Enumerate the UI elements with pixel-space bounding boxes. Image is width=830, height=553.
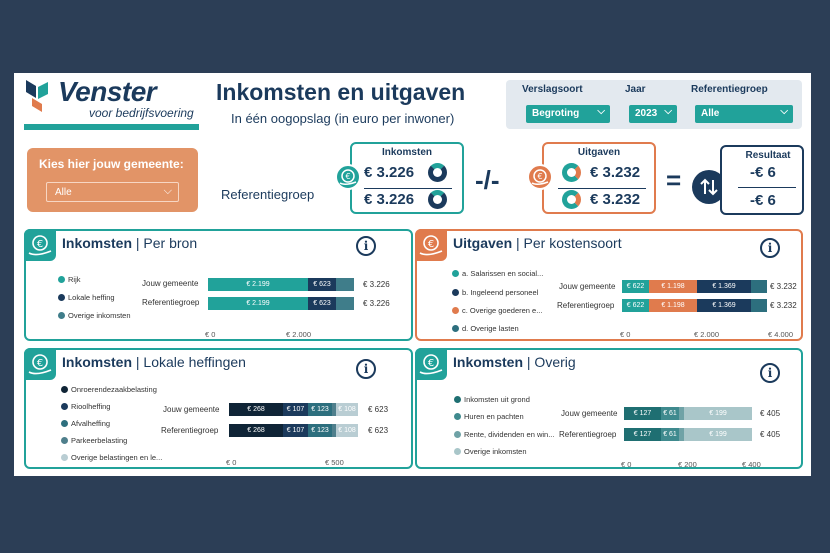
equals-operator: = <box>666 165 682 195</box>
inkomsten-own-ring <box>428 163 447 182</box>
page-title: Inkomsten en uitgaven <box>216 79 466 105</box>
svg-text:€: € <box>345 172 351 181</box>
row-total: € 623 <box>368 405 389 414</box>
row-total: € 405 <box>760 409 781 418</box>
bar-segment: € 108 <box>336 424 358 437</box>
bar-segment: € 268 <box>229 403 283 416</box>
referentiegroep-value: Alle <box>701 108 720 119</box>
bar-segment <box>336 297 354 310</box>
chevron-down-icon: ⌵ <box>780 106 788 117</box>
euro-hand-icon <box>335 164 361 190</box>
bar-segment <box>751 280 767 293</box>
panel-title: Uitgaven | Per kostensoort <box>453 235 622 251</box>
row-total: € 3.232 <box>770 301 797 310</box>
bar-row <box>229 403 358 416</box>
legend-item: Overige inkomsten <box>58 311 131 320</box>
row-label: Jouw gemeente <box>559 282 616 291</box>
bar-segment: € 268 <box>229 424 283 437</box>
panel-title: Inkomsten | Overig <box>453 354 576 370</box>
bar-segment: € 622 <box>622 280 649 293</box>
row-total: € 623 <box>368 426 389 435</box>
bar-segment: € 1.198 <box>649 299 697 312</box>
verslagsoort-select[interactable] <box>526 105 610 123</box>
uitgaven-ref-ring <box>562 190 581 209</box>
bar-row <box>208 278 354 291</box>
panel-title: Inkomsten | Per bron <box>62 235 198 251</box>
bar-row <box>229 424 358 437</box>
legend-item: Onroerendezaakbelasting <box>61 385 157 394</box>
row-label: Referentiegroep <box>557 301 615 310</box>
bar-segment: € 61 <box>661 407 679 420</box>
chevron-down-icon: ⌵ <box>163 185 172 197</box>
minus-operator: -/- <box>475 165 500 195</box>
legend-item: a. Salarissen en social... <box>452 269 543 278</box>
legend-item: Lokale heffing <box>58 293 115 302</box>
inkomsten-ref-value: € 3.226 <box>364 191 415 208</box>
referentiegroep-select[interactable] <box>695 105 793 123</box>
bar-row <box>622 280 767 293</box>
axis-tick: € 500 <box>325 458 344 467</box>
referentiegroep-row-label: Referentiegroep <box>221 187 315 202</box>
legend-item: Inkomsten uit grond <box>454 395 530 404</box>
legend-item: b. Ingeleend personeel <box>452 288 538 297</box>
axis-tick: € 0 <box>621 460 632 469</box>
bar-segment: € 623 <box>308 278 336 291</box>
legend-item: Rente, dividenden en win... <box>454 430 554 439</box>
axis-tick: € 0 <box>226 458 237 467</box>
filter-panel <box>506 80 802 129</box>
axis-tick: € 0 <box>620 330 631 339</box>
venster-logo-icon <box>24 78 52 112</box>
row-total: € 405 <box>760 430 781 439</box>
axis-tick: € 0 <box>205 330 216 339</box>
svg-text:€: € <box>36 239 44 250</box>
axis-tick: € 4.000 <box>768 330 794 339</box>
axis-tick: € 200 <box>678 460 697 469</box>
euro-hand-icon <box>415 348 447 380</box>
row-total: € 3.232 <box>770 282 797 291</box>
inkomsten-kpi-title: Inkomsten <box>381 147 432 158</box>
euro-hand-icon <box>415 229 447 261</box>
bar-segment: € 622 <box>622 299 649 312</box>
svg-text:€: € <box>427 358 435 369</box>
uitgaven-ref-value: € 3.232 <box>590 191 641 208</box>
kpi-divider <box>558 188 646 189</box>
inkomsten-ref-ring <box>428 190 447 209</box>
uitgaven-own-ring <box>562 163 581 182</box>
resultaat-kpi-card <box>720 145 804 215</box>
svg-text:€: € <box>36 358 44 369</box>
bar-segment: € 127 <box>624 428 661 441</box>
jaar-label: Jaar <box>625 84 646 95</box>
row-label: Jouw gemeente <box>163 405 220 414</box>
svg-text:€: € <box>537 172 543 181</box>
bar-segment: € 2.199 <box>208 297 308 310</box>
legend-item: Overige inkomsten <box>454 447 527 456</box>
bar-segment: € 107 <box>283 424 308 437</box>
row-total: € 3.226 <box>363 280 390 289</box>
inkomsten-kpi-card <box>345 142 464 214</box>
info-icon[interactable]: i <box>760 363 780 383</box>
bar-segment: € 108 <box>336 403 358 416</box>
bar-segment: € 127 <box>624 407 661 420</box>
uitgaven-own-value: € 3.232 <box>590 164 641 181</box>
jaar-value: 2023 <box>635 108 658 119</box>
resultaat-ref-value: -€ 6 <box>750 192 776 209</box>
page-subtitle: In één oogopslag (in euro per inwoner) <box>231 111 455 126</box>
row-total: € 3.226 <box>363 299 390 308</box>
referentiegroep-label: Referentiegroep <box>691 84 768 95</box>
verslagsoort-value: Begroting <box>532 108 580 119</box>
bar-segment: € 1.369 <box>697 280 751 293</box>
legend-item: Huren en pachten <box>454 412 524 421</box>
bar-segment <box>751 299 767 312</box>
info-icon[interactable]: i <box>356 359 376 379</box>
panel-uitgaven-per-kostensoort <box>415 229 803 341</box>
bar-segment: € 123 <box>308 403 332 416</box>
bar-segment: € 199 <box>684 407 752 420</box>
municipality-panel <box>27 148 198 212</box>
report-canvas <box>14 73 811 476</box>
euro-hand-icon <box>527 164 553 190</box>
axis-tick: € 2.000 <box>286 330 312 339</box>
bar-row <box>622 299 767 312</box>
legend-item: c. Overige goederen e... <box>452 306 542 315</box>
info-icon[interactable]: i <box>760 238 780 258</box>
bar-row <box>208 297 354 310</box>
jaar-select[interactable] <box>629 105 677 123</box>
inkomsten-own-value: € 3.226 <box>364 164 415 181</box>
bar-segment: € 623 <box>308 297 336 310</box>
uitgaven-kpi-title: Uitgaven <box>577 147 621 158</box>
bar-segment: € 107 <box>283 403 308 416</box>
bar-segment: € 1.198 <box>649 280 697 293</box>
kpi-divider <box>364 188 452 189</box>
row-label: Referentiegroep <box>559 430 617 439</box>
bar-row <box>624 407 752 420</box>
brand-tagline: voor bedrijfsvoering <box>89 106 194 120</box>
chevron-down-icon: ⌵ <box>597 106 605 117</box>
row-label: Referentiegroep <box>142 298 200 307</box>
bar-segment: € 61 <box>661 428 679 441</box>
euro-hand-icon <box>24 229 56 261</box>
axis-tick: € 2.000 <box>694 330 720 339</box>
panel-inkomsten-lokale-heffingen <box>24 348 413 469</box>
resultaat-own-value: -€ 6 <box>750 164 776 181</box>
bar-segment: € 123 <box>308 424 332 437</box>
uitgaven-kpi-card <box>537 142 656 214</box>
bar-row <box>624 428 752 441</box>
kpi-divider <box>738 187 796 188</box>
bar-segment: € 1.369 <box>697 299 751 312</box>
brand-bar <box>24 124 199 130</box>
panel-title: Inkomsten | Lokale heffingen <box>62 354 246 370</box>
legend-item: Overige belastingen en le... <box>61 453 162 462</box>
info-icon[interactable]: i <box>356 236 376 256</box>
municipality-select[interactable] <box>46 182 179 202</box>
row-label: Referentiegroep <box>161 426 219 435</box>
svg-text:€: € <box>427 239 435 250</box>
legend-item: d. Overige lasten <box>452 324 519 333</box>
bar-segment <box>336 278 354 291</box>
municipality-value: Alle <box>55 187 72 198</box>
axis-tick: € 400 <box>742 460 761 469</box>
legend-item: Parkeerbelasting <box>61 436 127 445</box>
municipality-label: Kies hier jouw gemeente: <box>39 157 184 171</box>
row-label: Jouw gemeente <box>142 279 199 288</box>
euro-hand-icon <box>24 348 56 380</box>
legend-item: Rioolheffing <box>61 402 110 411</box>
legend-item: Afvalheffing <box>61 419 110 428</box>
verslagsoort-label: Verslagsoort <box>522 84 583 95</box>
legend-item: Rijk <box>58 275 81 284</box>
brand-name: Venster <box>58 76 157 107</box>
chevron-down-icon: ⌵ <box>664 106 672 117</box>
bar-segment: € 2.199 <box>208 278 308 291</box>
panel-inkomsten-per-bron <box>24 229 413 341</box>
panel-inkomsten-overig <box>415 348 803 469</box>
resultaat-kpi-title: Resultaat <box>745 150 791 161</box>
row-label: Jouw gemeente <box>561 409 618 418</box>
bar-segment: € 199 <box>684 428 752 441</box>
